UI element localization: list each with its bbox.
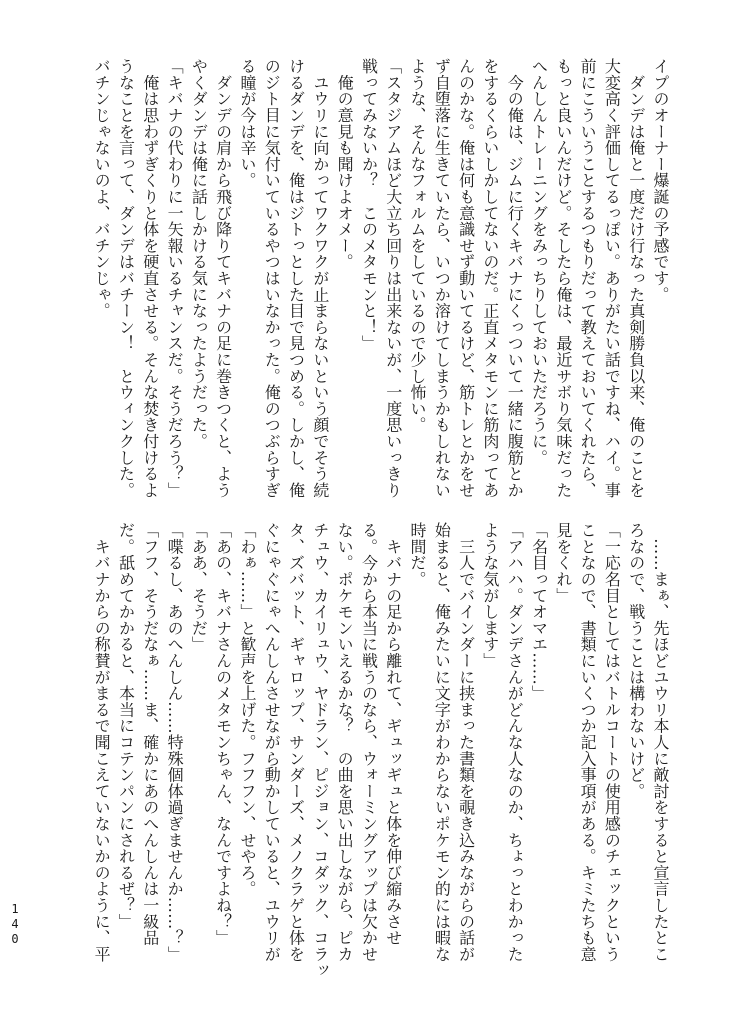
text-line: 「名目ってオマエ……」 xyxy=(529,522,549,702)
text-line: 「アハハ。ダンデさんがどんな人なのか、ちょっとわかった xyxy=(505,522,525,963)
text-line: 大変高く評価してるっぽい。ありがたい話ですね、ハイ。事 xyxy=(602,58,622,499)
text-line: ことなので、書類にいくつか記入事項がある。キミたちも意 xyxy=(578,522,598,963)
text-line: る。今から本当に戦うのなら、ウォーミングアップは欠かせ xyxy=(359,522,379,963)
text-line: タ、ズバット、ギャロップ、サンダーズ、メノクラゲと体を xyxy=(286,522,306,963)
text-line: 俺は思わずぎくりと体を硬直させる。そんな焚き付けるよ xyxy=(140,58,160,499)
text-line: 見をくれ」 xyxy=(553,522,573,604)
text-line: もっと良いんだけど。そしたら俺は、最近サボり気味だった xyxy=(553,58,573,499)
text-line: ダンデは俺と一度だけ行なった真剣勝負以来、俺のことを xyxy=(626,58,646,499)
text-line: だ。舐めてかかると、本当にコテンパンにされるぜ？」 xyxy=(116,522,136,930)
text-line: キバナからの称賛がまるで聞こえていないかのように、平 xyxy=(92,522,112,963)
text-line: ダンデの肩から飛び降りてキバナの足に巻きつくと、よう xyxy=(213,58,233,499)
text-line: 「フフ、そうだなぁ……ま、確かにあのへんしんは一級品 xyxy=(140,522,160,946)
text-line: ……まぁ、先ほどユウリ本人に敵討をすると宣言したとこ xyxy=(651,522,670,963)
upper-text-block xyxy=(89,58,672,508)
text-line: 「スタジアムほど大立ち回りは出来ないが、一度思いっきり xyxy=(383,58,403,499)
text-line: をするくらいしかしてないのだ。正直メタモンに筋肉ってあ xyxy=(480,58,500,499)
text-line: る瞳が今は辛い。 xyxy=(237,58,257,189)
text-line: 「一応名目としてはバトルコートの使用感のチェックという xyxy=(602,522,622,963)
text-line: ろなので、戦うことは構わないけど。 xyxy=(626,522,646,800)
text-line: ような、そんなフォルムをしているので少し怖い。 xyxy=(408,58,428,433)
text-line: 時間だ。 xyxy=(408,522,428,588)
text-line: んのかな。俺は何も意識せず動いてるけど、筋トレとかをせ xyxy=(456,58,476,499)
text-line: へんしんトレーニングをみっちりしておいただろうに。 xyxy=(529,58,549,466)
text-line: ユウリに向かってワクワクが止まらないという顔でそう続 xyxy=(310,58,330,499)
text-line: 前にこういうことするつもりだって教えておいてくれたら、 xyxy=(578,58,598,499)
text-line: ぐにゃぐにゃへんしんさせながら動かしていると、ユウリが xyxy=(262,522,282,963)
text-line: イプのオーナー爆誕の予感です。 xyxy=(651,58,670,303)
lower-text-block xyxy=(89,522,672,979)
text-line: チュウ、カイリュウ、ヤドラン、ピジョン、コダック、コラッ xyxy=(310,522,330,979)
text-line: 俺の意見も聞けよオメー。 xyxy=(335,58,355,270)
text-line: ような気がします」 xyxy=(480,522,500,669)
text-line: けるダンデを、俺はジトっとした目で見つめる。しかし、俺 xyxy=(286,58,306,499)
text-line: バチンじゃないのよ、バチンじゃ。 xyxy=(92,58,112,319)
text-line: 「喋るし、あのへんしん……特殊個体過ぎませんか……？」 xyxy=(165,522,185,963)
text-line: 「ああ、そうだ」 xyxy=(189,522,209,653)
text-line: やくダンデは俺に話しかける気になったようだった。 xyxy=(189,58,209,450)
text-line: ない。ポケモンいえるかな？ の曲を思い出しながら、ピカ xyxy=(335,522,355,963)
text-line: ず自堕落に生きていたら、いつか溶けてしまうかもしれない xyxy=(432,58,452,499)
page-number: 140 xyxy=(8,902,22,947)
text-line: 「キバナの代わりに一矢報いるチャンスだ。そうだろう？」 xyxy=(165,58,185,499)
text-line: キバナの足から離れて、ギュッギュと体を伸び縮みさせ xyxy=(383,522,403,946)
text-line: 今の俺は、ジムに行くキバナにくっついて一緒に腹筋とか xyxy=(505,58,525,499)
text-line: 「あの、キバナさんのメタモンちゃん、なんですよね？」 xyxy=(213,522,233,946)
text-line: うなことを言って、ダンデはバチーン！ とウィンクした。 xyxy=(116,58,136,499)
text-line: 三人でバインダーに挟まった書類を覗き込みながらの話が xyxy=(456,522,476,963)
text-line: 「わぁ……」と歓声を上げた。フフフン、せやろ。 xyxy=(237,522,257,897)
text-line: のジト目に気付いているやつはいなかった。俺のつぶらすぎ xyxy=(262,58,282,499)
text-line: 戦ってみないか？ このメタモンと！」 xyxy=(359,58,379,352)
text-line: 始まると、俺みたいに文字がわからないポケモン的には暇な xyxy=(432,522,452,963)
